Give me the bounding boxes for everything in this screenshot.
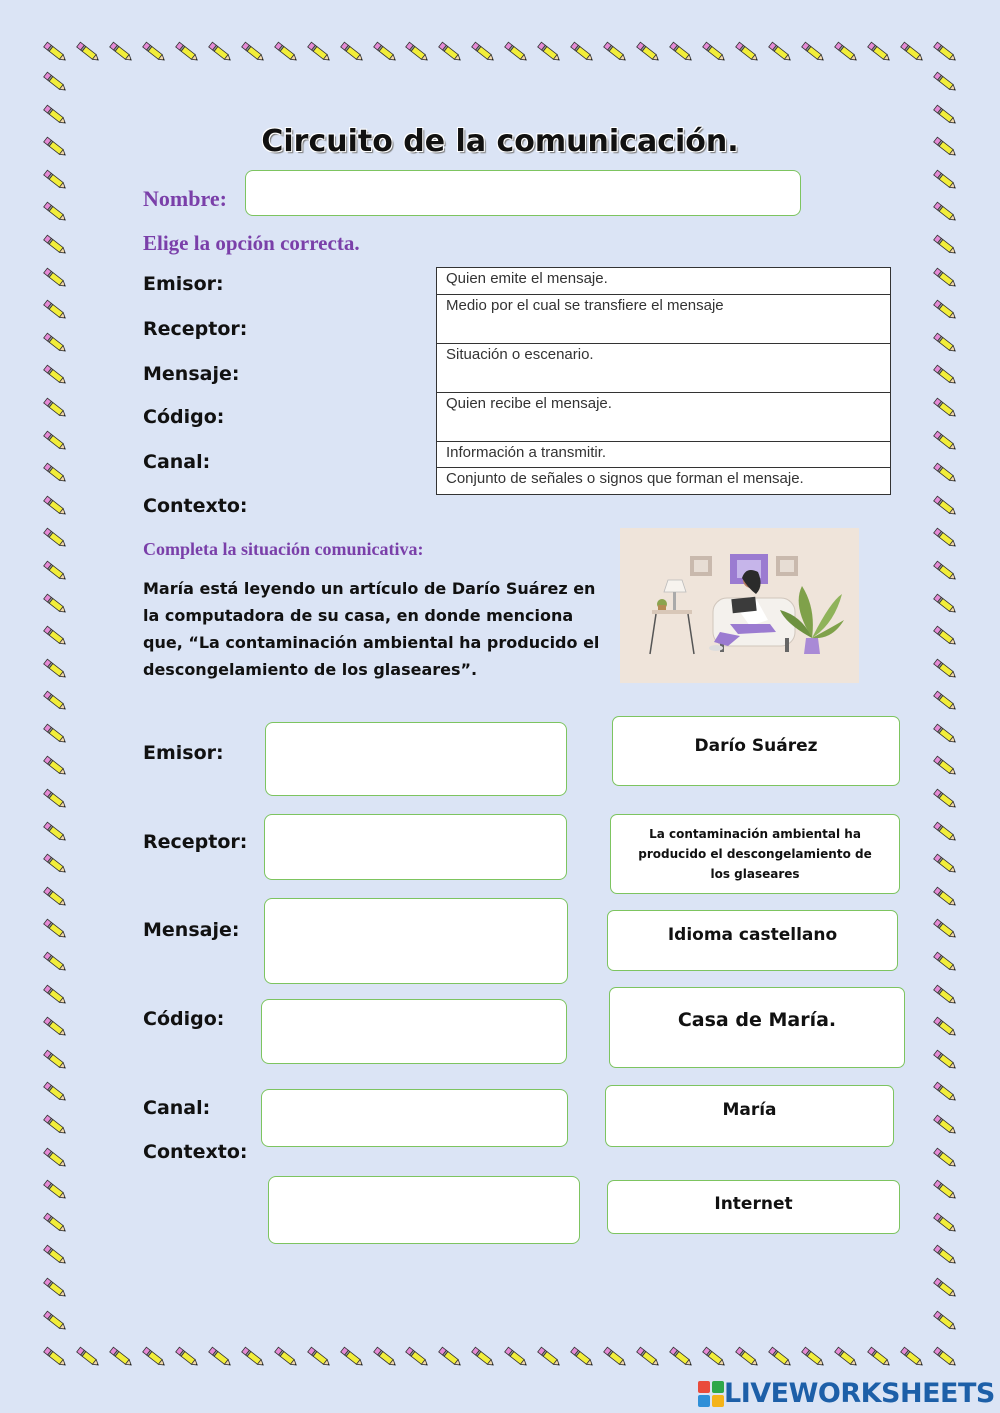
pencil-icon [40,40,70,64]
pencil-icon [205,40,235,64]
pencil-border-bottom [40,1345,960,1369]
pencil-icon [40,1276,70,1300]
pencil-icon [930,429,960,453]
pencil-icon [930,266,960,290]
pencil-icon [40,689,70,713]
pencil-icon [930,298,960,322]
liveworksheets-logo-text: LIVEWORKSHEETS [724,1378,995,1409]
pencil-icon [798,1345,828,1369]
pencil-icon [40,559,70,583]
pencil-icon [930,689,960,713]
pencil-icon [930,983,960,1007]
option-item[interactable]: Conjunto de señales o signos que forman el mensaje. [446,470,804,487]
pencil-icon [930,917,960,941]
instruction-complete-situation: Completa la situación comunicativa: [143,539,424,559]
term-label-codigo: Código: [143,406,225,428]
pencil-icon [40,1015,70,1039]
pencil-icon [40,1113,70,1137]
pencil-icon [930,624,960,648]
situation-label-codigo: Código: [143,1008,225,1030]
pencil-icon [864,40,894,64]
pencil-icon [304,1345,334,1369]
pencil-icon [40,1309,70,1333]
pencil-icon [930,1178,960,1202]
option-item[interactable]: Medio por el cual se transfiere el mensaje [437,295,890,344]
pencil-icon [699,40,729,64]
pencil-icon [40,1243,70,1267]
pencil-icon [40,298,70,322]
pencil-border-top [40,40,960,64]
answer-card-message-text[interactable]: La contaminación ambiental ha producido el descongelamiento de los glaseares [610,814,900,894]
term-label-mensaje: Mensaje: [143,363,240,385]
pencil-icon [732,40,762,64]
pencil-icon [534,1345,564,1369]
pencil-icon [600,40,630,64]
pencil-icon [930,40,960,64]
pencil-icon [501,40,531,64]
answer-card-casa-de-maria[interactable]: Casa de María. [609,987,905,1068]
answer-card-maria[interactable]: María [605,1085,894,1147]
option-item[interactable]: Información a transmitir. [437,442,890,468]
pencil-icon [930,1080,960,1104]
pencil-icon [370,1345,400,1369]
name-input[interactable] [245,170,801,216]
liveworksheets-logo-icon [698,1381,724,1407]
pencil-icon [40,103,70,127]
option-item[interactable]: Quien recibe el mensaje. [437,393,890,442]
pencil-icon [930,494,960,518]
pencil-icon [930,233,960,257]
pencil-icon [370,40,400,64]
pencil-icon [238,1345,268,1369]
pencil-icon [930,820,960,844]
pencil-icon [930,787,960,811]
drop-box-receptor[interactable] [264,814,567,880]
pencil-icon [271,40,301,64]
pencil-icon [930,1243,960,1267]
pencil-icon [567,1345,597,1369]
pencil-icon [930,1015,960,1039]
pencil-icon [40,70,70,94]
pencil-icon [40,331,70,355]
pencil-icon [40,363,70,387]
pencil-icon [699,1345,729,1369]
pencil-icon [468,1345,498,1369]
pencil-icon [337,1345,367,1369]
pencil-icon [40,526,70,550]
term-label-contexto: Contexto: [143,495,248,517]
pencil-icon [765,1345,795,1369]
pencil-icon [930,363,960,387]
situation-label-receptor: Receptor: [143,831,248,853]
pencil-icon [930,950,960,974]
pencil-icon [864,1345,894,1369]
pencil-icon [40,168,70,192]
pencil-icon [897,40,927,64]
pencil-icon [304,40,334,64]
pencil-icon [435,1345,465,1369]
pencil-icon [534,40,564,64]
pencil-icon [139,40,169,64]
woman-laptop-illustration [620,528,859,683]
instruction-choose-option: Elige la opción correcta. [143,231,360,255]
pencil-icon [40,200,70,224]
pencil-icon [40,1211,70,1235]
pencil-border-right [930,70,960,1333]
definition-options-table [436,267,891,495]
pencil-icon [600,1345,630,1369]
pencil-icon [40,461,70,485]
pencil-icon [930,1345,960,1369]
pencil-icon [930,461,960,485]
situation-text: María está leyendo un artículo de Darío Suárez en la computadora de su casa, en donde menciona que, “La contaminación ambiental ha producido el descongelamiento de los glaseares”. [143,579,600,679]
pencil-icon [139,1345,169,1369]
term-label-canal: Canal: [143,451,211,473]
pencil-icon [40,1345,70,1369]
pencil-icon [73,40,103,64]
pencil-icon [106,40,136,64]
pencil-icon [40,787,70,811]
page-title: Circuito de la comunicación. [261,124,739,159]
pencil-icon [765,40,795,64]
pencil-icon [402,1345,432,1369]
pencil-icon [172,1345,202,1369]
pencil-icon [402,40,432,64]
pencil-icon [930,1211,960,1235]
answer-card-dario-suarez[interactable]: Darío Suárez [612,716,900,786]
pencil-icon [40,266,70,290]
pencil-icon [930,103,960,127]
pencil-icon [930,885,960,909]
drop-box-canal[interactable] [261,1089,568,1147]
pencil-icon [666,1345,696,1369]
pencil-icon [633,40,663,64]
pencil-icon [930,559,960,583]
pencil-icon [40,396,70,420]
pencil-icon [435,40,465,64]
pencil-border-left [40,70,70,1333]
pencil-icon [930,1113,960,1137]
pencil-icon [40,1178,70,1202]
pencil-icon [40,624,70,648]
answer-card-internet[interactable]: Internet [607,1180,900,1234]
pencil-icon [930,722,960,746]
pencil-icon [930,70,960,94]
pencil-icon [40,429,70,453]
name-label: Nombre: [143,186,227,211]
liveworksheets-logo [698,1378,995,1409]
pencil-icon [666,40,696,64]
pencil-icon [73,1345,103,1369]
pencil-icon [501,1345,531,1369]
drop-box-mensaje[interactable] [264,898,568,984]
pencil-icon [930,331,960,355]
pencil-icon [40,852,70,876]
pencil-icon [831,1345,861,1369]
pencil-icon [40,983,70,1007]
pencil-icon [930,1048,960,1072]
term-label-emisor: Emisor: [143,273,224,295]
pencil-icon [930,200,960,224]
pencil-icon [40,1080,70,1104]
pencil-icon [567,40,597,64]
answer-card-idioma-castellano[interactable]: Idioma castellano [607,910,898,971]
pencil-icon [930,1146,960,1170]
pencil-icon [930,1276,960,1300]
option-item[interactable]: Situación o escenario. [437,344,890,393]
term-label-receptor: Receptor: [143,318,248,340]
pencil-icon [40,233,70,257]
pencil-icon [40,657,70,681]
pencil-icon [40,950,70,974]
pencil-icon [897,1345,927,1369]
pencil-icon [930,852,960,876]
pencil-icon [831,40,861,64]
pencil-icon [930,592,960,616]
pencil-icon [106,1345,136,1369]
pencil-icon [930,657,960,681]
situation-label-contexto: Contexto: [143,1141,248,1163]
pencil-icon [271,1345,301,1369]
situation-label-emisor: Emisor: [143,742,224,764]
pencil-icon [172,40,202,64]
drop-box-codigo[interactable] [261,999,567,1064]
situation-label-canal: Canal: [143,1097,211,1119]
pencil-icon [732,1345,762,1369]
drop-box-emisor[interactable] [265,722,567,796]
pencil-icon [633,1345,663,1369]
pencil-icon [930,168,960,192]
pencil-icon [930,526,960,550]
pencil-icon [40,820,70,844]
drop-box-contexto[interactable] [268,1176,580,1244]
pencil-icon [238,40,268,64]
pencil-icon [930,396,960,420]
pencil-icon [40,722,70,746]
pencil-icon [40,494,70,518]
pencil-icon [468,40,498,64]
pencil-icon [205,1345,235,1369]
pencil-icon [40,885,70,909]
option-item[interactable]: Quien emite el mensaje. [437,268,890,295]
pencil-icon [930,1309,960,1333]
pencil-icon [40,917,70,941]
pencil-icon [798,40,828,64]
pencil-icon [337,40,367,64]
pencil-icon [930,754,960,778]
pencil-icon [40,1048,70,1072]
pencil-icon [40,1146,70,1170]
pencil-icon [40,754,70,778]
situation-label-mensaje: Mensaje: [143,919,240,941]
pencil-icon [40,592,70,616]
